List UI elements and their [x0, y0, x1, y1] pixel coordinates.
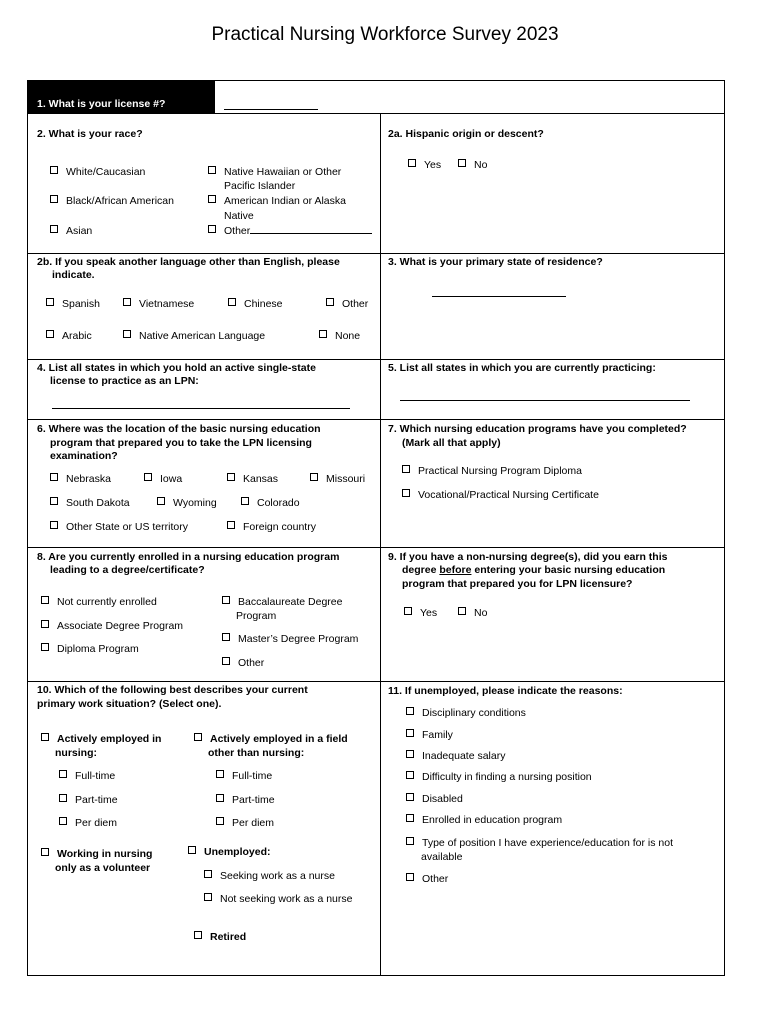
checkbox-icon[interactable]	[458, 607, 466, 615]
degree-no-option[interactable]: No	[458, 607, 487, 620]
checkbox-icon[interactable]	[222, 596, 230, 604]
checkbox-icon[interactable]	[310, 473, 318, 481]
checkbox-icon[interactable]	[406, 837, 414, 845]
reason-salary-option[interactable]: Inadequate salary	[406, 750, 505, 763]
checkbox-icon[interactable]	[208, 195, 216, 203]
checkbox-icon[interactable]	[208, 166, 216, 174]
q6-label: 6. Where was the location of the basic nursing education	[37, 423, 321, 435]
checkbox-icon[interactable]	[123, 330, 131, 338]
checkbox-icon[interactable]	[50, 225, 58, 233]
checkbox-icon[interactable]	[50, 473, 58, 481]
race-other-field[interactable]	[250, 233, 372, 234]
checkbox-icon[interactable]	[194, 733, 202, 741]
checkbox-icon[interactable]	[406, 707, 414, 715]
checkbox-icon[interactable]	[241, 497, 249, 505]
checkbox-icon[interactable]	[46, 330, 54, 338]
checkbox-icon[interactable]	[222, 633, 230, 641]
race-native-cont: Native	[224, 210, 254, 222]
row-race	[28, 113, 724, 253]
checkbox-icon[interactable]	[41, 733, 49, 741]
checkbox-icon[interactable]	[188, 846, 196, 854]
checkbox-icon[interactable]	[406, 750, 414, 758]
other-fulltime-option[interactable]: Full-time	[216, 770, 272, 783]
checkbox-icon[interactable]	[319, 330, 327, 338]
reason-education-option[interactable]: Enrolled in education program	[406, 814, 562, 827]
race-hawaiian-cont: Pacific Islander	[224, 180, 296, 192]
reason-other-option[interactable]: Other	[406, 873, 448, 886]
row-states	[28, 359, 724, 419]
checkbox-icon[interactable]	[406, 793, 414, 801]
lang-native-american-option[interactable]: Native American Language	[123, 330, 265, 343]
row-enrollment	[28, 547, 724, 681]
checkbox-icon[interactable]	[402, 465, 410, 473]
q8-label: 8. Are you currently enrolled in a nursing education program	[37, 551, 340, 563]
checkbox-icon[interactable]	[406, 771, 414, 779]
reason-family-option[interactable]: Family	[406, 729, 453, 742]
edu-south-dakota-option[interactable]: South Dakota	[50, 497, 130, 510]
q2b-label: 2b. If you speak another language other than English, please	[37, 256, 340, 268]
checkbox-icon[interactable]	[50, 521, 58, 529]
checkbox-icon[interactable]	[157, 497, 165, 505]
race-asian-option[interactable]: Asian	[50, 225, 92, 238]
program-certificate-option[interactable]: Vocational/Practical Nursing Certificate	[402, 489, 599, 502]
race-black-option[interactable]: Black/African American	[50, 195, 174, 208]
other-perdiem-option[interactable]: Per diem	[216, 817, 274, 830]
edu-nebraska-option[interactable]: Nebraska	[50, 473, 111, 486]
q4-label-cont: license to practice as an LPN:	[50, 375, 199, 387]
enroll-associate-option[interactable]: Associate Degree Program	[41, 620, 183, 633]
lang-other-option[interactable]: Other	[326, 298, 368, 311]
enroll-not-option[interactable]: Not currently enrolled	[41, 596, 157, 609]
checkbox-icon[interactable]	[59, 770, 67, 778]
checkbox-icon[interactable]	[326, 298, 334, 306]
work-employed-other-option[interactable]: Actively employed in a field	[194, 733, 348, 746]
q3-label: 3. What is your primary state of residence?	[388, 256, 603, 268]
q1-label: 1. What is your license #?	[37, 98, 166, 110]
lang-spanish-option[interactable]: Spanish	[46, 298, 100, 311]
q10-label-cont: primary work situation? (Select one).	[37, 698, 222, 710]
q9-label: 9. If you have a non-nursing degree(s), did you earn this	[388, 551, 668, 563]
edu-foreign-option[interactable]: Foreign country	[227, 521, 316, 534]
checkbox-icon[interactable]	[41, 596, 49, 604]
checkbox-icon[interactable]	[222, 657, 230, 665]
checkbox-icon[interactable]	[123, 298, 131, 306]
checkbox-icon[interactable]	[227, 473, 235, 481]
q6-label-cont2: examination?	[50, 450, 118, 462]
checkbox-icon[interactable]	[194, 931, 202, 939]
q5-label: 5. List all states in which you are currently practicing:	[388, 362, 656, 374]
lang-none-option[interactable]: None	[319, 330, 360, 343]
degree-yes-option[interactable]: Yes	[404, 607, 437, 620]
checkbox-icon[interactable]	[406, 729, 414, 737]
work-employed-nursing-option[interactable]: Actively employed in	[41, 733, 161, 746]
checkbox-icon[interactable]	[204, 893, 212, 901]
checkbox-icon[interactable]	[406, 873, 414, 881]
lang-chinese-option[interactable]: Chinese	[228, 298, 283, 311]
q2-label: 2. What is your race?	[37, 128, 143, 140]
nursing-fulltime-option[interactable]: Full-time	[59, 770, 115, 783]
survey-title: Practical Nursing Workforce Survey 2023	[211, 24, 559, 45]
q11-label: 11. If unemployed, please indicate the reasons:	[388, 685, 623, 697]
q10-label: 10. Which of the following best describes your current	[37, 684, 308, 696]
work-employed-other-cont: other than nursing:	[208, 747, 305, 759]
edu-missouri-option[interactable]: Missouri	[310, 473, 365, 486]
q9-label-cont1: degree before entering your basic nursing education	[402, 564, 666, 576]
checkbox-icon[interactable]	[216, 817, 224, 825]
reason-disabled-option[interactable]: Disabled	[406, 793, 463, 806]
checkbox-icon[interactable]	[404, 607, 412, 615]
race-hawaiian-option[interactable]: Native Hawaiian or Other	[208, 166, 341, 179]
lang-arabic-option[interactable]: Arabic	[46, 330, 92, 343]
enroll-diploma-option[interactable]: Diploma Program	[41, 643, 139, 656]
edu-wyoming-option[interactable]: Wyoming	[157, 497, 217, 510]
survey-form	[27, 80, 725, 976]
work-employed-nursing-cont: nursing:	[55, 747, 97, 759]
q2b-label-cont: indicate.	[52, 269, 95, 281]
work-volunteer-cont: only as a volunteer	[55, 862, 151, 874]
hispanic-no-option[interactable]: No	[458, 159, 487, 172]
q2a-label: 2a. Hispanic origin or descent?	[388, 128, 544, 140]
residence-state-field[interactable]	[432, 276, 566, 297]
checkbox-icon[interactable]	[144, 473, 152, 481]
q7-label-cont: (Mark all that apply)	[402, 437, 501, 449]
other-parttime-option[interactable]: Part-time	[216, 794, 275, 807]
checkbox-icon[interactable]	[41, 620, 49, 628]
race-white-option[interactable]: White/Caucasian	[50, 166, 145, 179]
work-unemployed-option[interactable]: Unemployed:	[188, 846, 271, 859]
checkbox-icon[interactable]	[41, 643, 49, 651]
checkbox-icon[interactable]	[50, 166, 58, 174]
enroll-masters-option[interactable]: Master’s Degree Program	[222, 633, 358, 646]
reason-position-type-option[interactable]: Type of position I have experience/education for is not	[406, 837, 673, 850]
checkbox-icon[interactable]	[204, 870, 212, 878]
nursing-parttime-option[interactable]: Part-time	[59, 794, 118, 807]
checkbox-icon[interactable]	[402, 489, 410, 497]
nursing-perdiem-option[interactable]: Per diem	[59, 817, 117, 830]
checkbox-icon[interactable]	[41, 848, 49, 856]
enroll-other-option[interactable]: Other	[222, 657, 264, 670]
q7-label: 7. Which nursing education programs have you completed?	[388, 423, 687, 435]
checkbox-icon[interactable]	[46, 298, 54, 306]
checkbox-icon[interactable]	[406, 814, 414, 822]
enroll-baccalaureate-option[interactable]: Baccalaureate Degree	[222, 596, 342, 609]
checkbox-icon[interactable]	[50, 497, 58, 505]
checkbox-icon[interactable]	[458, 159, 466, 167]
work-volunteer-option[interactable]: Working in nursing	[41, 848, 152, 861]
race-other-option[interactable]: Other	[208, 225, 372, 238]
practicing-states-field[interactable]	[400, 384, 690, 401]
checkbox-icon[interactable]	[216, 770, 224, 778]
q8-label-cont: leading to a degree/certificate?	[50, 564, 205, 576]
reason-finding-option[interactable]: Difficulty in finding a nursing position	[406, 771, 592, 784]
q4-label: 4. List all states in which you hold an active single-state	[37, 362, 316, 374]
checkbox-icon[interactable]	[50, 195, 58, 203]
unemployed-not-seeking-option[interactable]: Not seeking work as a nurse	[204, 893, 352, 906]
row-work	[28, 681, 724, 976]
reason-disciplinary-option[interactable]: Disciplinary conditions	[406, 707, 526, 720]
q9-label-cont2: program that prepared you for LPN licensure?	[402, 578, 633, 590]
program-diploma-option[interactable]: Practical Nursing Program Diploma	[402, 465, 582, 478]
checkbox-icon[interactable]	[228, 298, 236, 306]
edu-kansas-option[interactable]: Kansas	[227, 473, 278, 486]
race-native-option[interactable]: American Indian or Alaska	[208, 195, 346, 208]
hispanic-yes-option[interactable]: Yes	[408, 159, 441, 172]
lang-vietnamese-option[interactable]: Vietnamese	[123, 298, 194, 311]
license-states-field[interactable]	[52, 392, 350, 409]
edu-colorado-option[interactable]: Colorado	[241, 497, 300, 510]
checkbox-icon[interactable]	[408, 159, 416, 167]
checkbox-icon[interactable]	[227, 521, 235, 529]
row-language	[28, 253, 724, 359]
edu-iowa-option[interactable]: Iowa	[144, 473, 182, 486]
work-retired-option[interactable]: Retired	[194, 931, 246, 944]
checkbox-icon[interactable]	[59, 794, 67, 802]
enroll-baccalaureate-cont: Program	[236, 610, 277, 622]
reason-position-type-cont: available	[421, 851, 463, 863]
checkbox-icon[interactable]	[208, 225, 216, 233]
row-education	[28, 419, 724, 547]
unemployed-seeking-option[interactable]: Seeking work as a nurse	[204, 870, 335, 883]
q6-label-cont1: program that prepared you to take the LPN licensing	[50, 437, 312, 449]
license-number-field[interactable]	[224, 109, 318, 110]
checkbox-icon[interactable]	[59, 817, 67, 825]
edu-other-state-option[interactable]: Other State or US territory	[50, 521, 188, 534]
checkbox-icon[interactable]	[216, 794, 224, 802]
